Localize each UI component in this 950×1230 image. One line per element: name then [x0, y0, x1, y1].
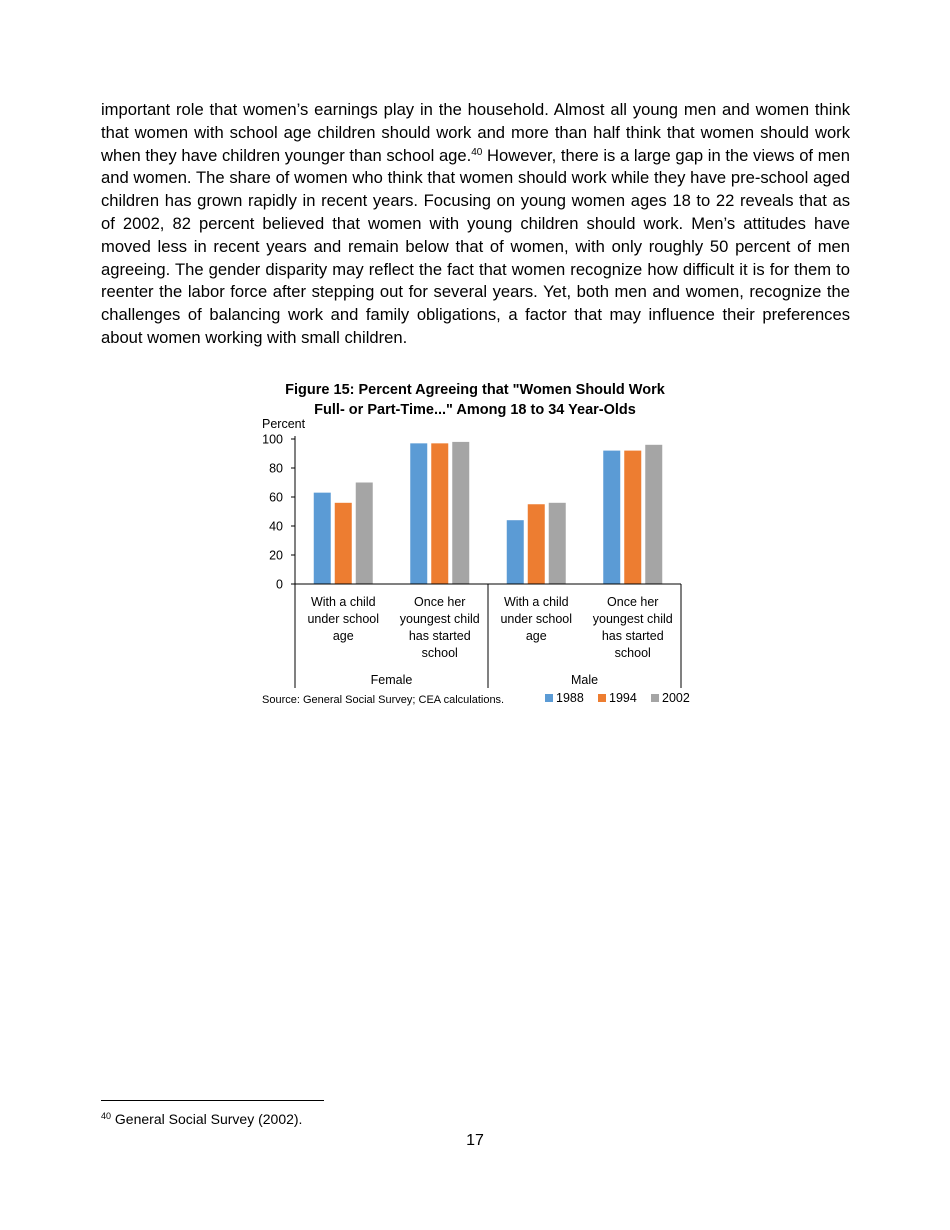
figure-15 — [240, 378, 710, 713]
bar-1988-2 — [410, 443, 427, 584]
y-tick-label: 40 — [269, 519, 283, 534]
chart-title — [240, 380, 710, 420]
x-category-label: Once her — [414, 595, 466, 609]
legend-swatch-1994 — [598, 694, 606, 702]
x-category-label: under school — [307, 612, 380, 626]
bar-2002-3 — [549, 503, 566, 584]
legend-label-1988: 1988 — [556, 691, 584, 705]
page-number: 17 — [466, 1132, 484, 1149]
x-category-label: youngest child — [399, 612, 480, 626]
body-paragraph — [101, 99, 850, 350]
bar-2002-4 — [645, 445, 662, 584]
bar-2002-2 — [452, 442, 469, 584]
footnote-text: General Social Survey (2002). — [111, 1111, 303, 1127]
chart-title-line-2: Full- or Part-Time..." Among 18 to 34 Year-Olds — [314, 402, 636, 418]
y-tick-label: 0 — [276, 577, 283, 592]
bar-1988-4 — [603, 451, 620, 584]
bar-1988-1 — [314, 493, 331, 584]
bar-1994-4 — [624, 451, 641, 584]
group-label-female: Female — [370, 673, 413, 687]
bar-chart — [240, 378, 710, 713]
footnote-reference[interactable]: 40 — [471, 146, 483, 158]
bar-1994-3 — [528, 504, 545, 584]
footnote-divider — [101, 1100, 324, 1101]
y-tick-label: 80 — [269, 461, 283, 476]
x-category-label: has started — [408, 629, 471, 643]
x-category-label: school — [421, 646, 458, 660]
group-label-male: Male — [570, 673, 599, 687]
paragraph-text-2: However, there is a large gap in the views of men and women. The share of women who think that women should work while they have pre-school aged children has grown rapidly in recent years. Focusing on young women ages 18 to 22 reveals that as of 2002, 82 percent believed that women with young children should work. Men’s attitudes have moved less in recent years and remain below that of women, with only roughly 50 percent of men agreeing. The gender disparity may reflect the fact that women recognize how difficult it is for them to reenter the labor force after stepping out for several years. Yet, both men and women, recognize the challenges of balancing work and family obligations, a factor that may influence their preferences about women working with small children. — [101, 145, 850, 347]
x-category-label: under school — [500, 612, 573, 626]
footnote-number: 40 — [101, 1111, 112, 1121]
bar-1994-2 — [431, 443, 448, 584]
paragraph-text-1: important role that women’s earnings play in the household. Almost all young men and women think that women with school age children should work and more than half think that women should work when they have children younger than school age. — [101, 100, 850, 165]
y-tick-label: 60 — [269, 490, 283, 505]
legend-swatch-1988 — [545, 694, 553, 702]
y-axis-label: Percent — [262, 417, 306, 431]
y-tick-label: 100 — [262, 432, 283, 447]
bar-2002-1 — [356, 483, 373, 585]
chart-source-note: Source: General Social Survey; CEA calculations. — [262, 694, 505, 706]
x-category-label: youngest child — [592, 612, 673, 626]
x-category-label: age — [525, 629, 547, 643]
x-category-label: has started — [601, 629, 664, 643]
y-tick-label: 20 — [269, 548, 283, 563]
bar-1988-3 — [507, 520, 524, 584]
legend-swatch-2002 — [651, 694, 659, 702]
chart-title-line-1: Figure 15: Percent Agreeing that "Women Should Work — [285, 382, 665, 398]
x-category-label: With a child — [503, 595, 569, 609]
footnote — [101, 1110, 302, 1128]
legend-label-2002: 2002 — [662, 691, 690, 705]
legend-label-1994: 1994 — [609, 691, 637, 705]
x-category-label: age — [332, 629, 354, 643]
x-category-label: Once her — [607, 595, 659, 609]
x-category-label: school — [614, 646, 651, 660]
x-category-label: With a child — [310, 595, 376, 609]
bar-1994-1 — [335, 503, 352, 584]
